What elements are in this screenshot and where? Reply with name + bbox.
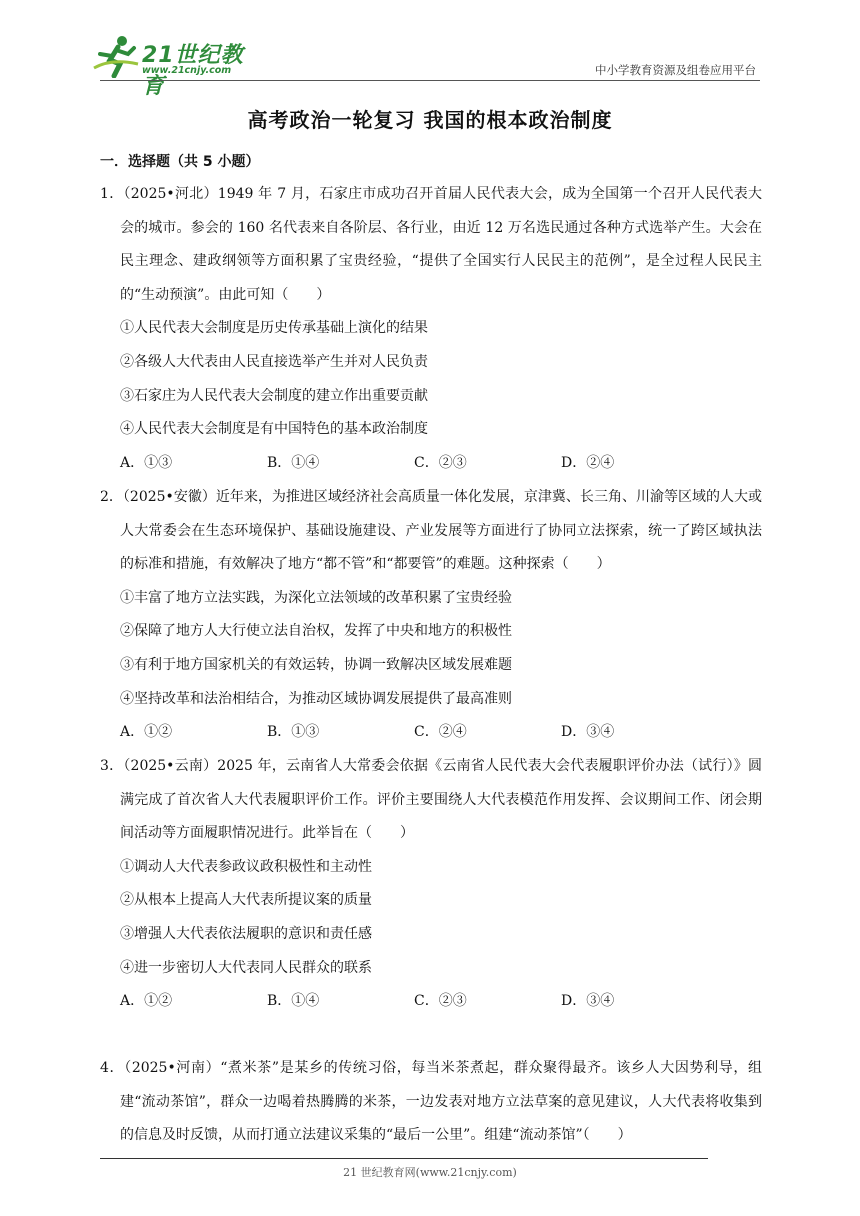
choice-a[interactable]: A．①③ xyxy=(120,454,173,471)
question-2 xyxy=(100,481,762,750)
question-4 xyxy=(100,1052,762,1153)
statement-3: ③有利于地方国家机关的有效运转，协调一致解决区域发展难题 xyxy=(120,656,512,673)
page-title: 高考政治一轮复习 我国的根本政治制度 xyxy=(247,108,613,132)
statement-2: ②从根本上提高人大代表所提议案的质量 xyxy=(120,892,372,909)
footer-divider xyxy=(100,1158,708,1159)
choice-d[interactable]: D．②④ xyxy=(561,454,615,471)
question-stem xyxy=(100,481,762,582)
logo-url: www.21cnjy.com xyxy=(142,65,232,76)
question-text: （2025•云南）2025 年，云南省人大常委会依据《云南省人民代表大会代表履职评价办法（试行）》圆满完成了首次省人大代表履职评价工作。评价主要围绕人大代表模范作用发挥、会议期间工作、闭会期间活动等方面履职情况进行。此举旨在（ ） xyxy=(120,758,762,842)
question-text: （2025•安徽）近年来，为推进区域经济社会高质量一体化发展，京津冀、长三角、川渝等区域的人大或人大常委会在生态环境保护、基础设施建设、产业发展等方面进行了协同立法探索，统一了跨区域执法的标准和措施，有效解决了地方“都不管”和“都要管”的难题。这种探索（ ） xyxy=(120,489,762,573)
question-stem xyxy=(100,750,762,851)
choice-c[interactable]: C．②④ xyxy=(414,724,467,741)
question-number: 4． xyxy=(100,1060,125,1076)
logo-text: 21世纪教育 xyxy=(142,43,244,99)
choice-b[interactable]: B．①③ xyxy=(267,724,320,741)
runner-logo-icon xyxy=(92,34,140,78)
footer-text: 21 世纪教育网(www.21cnjy.com) xyxy=(343,1166,517,1179)
statement-3: ③石家庄为人民代表大会制度的建立作出重要贡献 xyxy=(120,387,428,404)
answer-choices xyxy=(100,985,762,1019)
choice-d[interactable]: D．③④ xyxy=(561,993,615,1010)
statement-4: ④进一步密切人大代表同人民群众的联系 xyxy=(120,959,372,976)
logo xyxy=(92,34,262,99)
statement-1: ①丰富了地方立法实践，为深化立法领域的改革积累了宝贵经验 xyxy=(120,589,512,606)
answer-choices xyxy=(100,447,762,481)
question-text: （2025•河南）“煮米茶”是某乡的传统习俗，每当米茶煮起，群众聚得最齐。该乡人大因势利导，组建“流动茶馆”，群众一边喝着热腾腾的米茶，一边发表对地方立法草案的意见建议，人大代表将收集到的信息及时反馈，从而打通立法建议采集的“最后一公里”。组建“流动茶馆”（ ） xyxy=(120,1060,762,1144)
section-heading: 一．选择题（共 5 小题） xyxy=(100,154,260,170)
choice-c[interactable]: C．②③ xyxy=(414,993,467,1010)
question-3 xyxy=(100,750,762,1019)
question-number: 1． xyxy=(100,186,124,202)
statement-2: ②各级人大代表由人民直接选举产生并对人民负责 xyxy=(120,353,428,370)
statement-4: ④人民代表大会制度是有中国特色的基本政治制度 xyxy=(120,421,428,438)
question-stem xyxy=(100,1052,762,1153)
question-text: （2025•河北）1949 年 7 月，石家庄市成功召开首届人民代表大会，成为全国第一个召开人民代表大会的城市。参会的 160 名代表来自各阶层、各行业，由近 12 万名选民通过各种方式选举产生。大会在民主理念、建政纲领等方面积累了宝贵经验，“提供了全国实行人民民主的范例”，是全过程人民民主的“生动预演”。由此可知（ ） xyxy=(120,186,762,303)
choice-c[interactable]: C．②③ xyxy=(414,454,467,471)
choice-d[interactable]: D．③④ xyxy=(561,724,615,741)
question-number: 3． xyxy=(100,758,124,774)
question-stem xyxy=(100,178,762,312)
answer-choices xyxy=(100,716,762,750)
choice-a[interactable]: A．①② xyxy=(120,724,173,741)
statement-4: ④坚持改革和法治相结合，为推动区域协调发展提供了最高准则 xyxy=(120,690,512,707)
choice-b[interactable]: B．①④ xyxy=(267,454,320,471)
question-number: 2． xyxy=(100,489,123,505)
statement-3: ③增强人大代表依法履职的意识和责任感 xyxy=(120,925,372,942)
choice-a[interactable]: A．①② xyxy=(120,993,173,1010)
statement-2: ②保障了地方人大行使立法自治权，发挥了中央和地方的积极性 xyxy=(120,623,512,640)
statement-1: ①人民代表大会制度是历史传承基础上演化的结果 xyxy=(120,320,428,337)
choice-b[interactable]: B．①④ xyxy=(267,993,320,1010)
question-1 xyxy=(100,178,762,480)
header-platform-text: 中小学教育资源及组卷应用平台 xyxy=(595,63,756,77)
statement-1: ①调动人大代表参政议政积极性和主动性 xyxy=(120,858,372,875)
header-divider xyxy=(100,80,760,81)
